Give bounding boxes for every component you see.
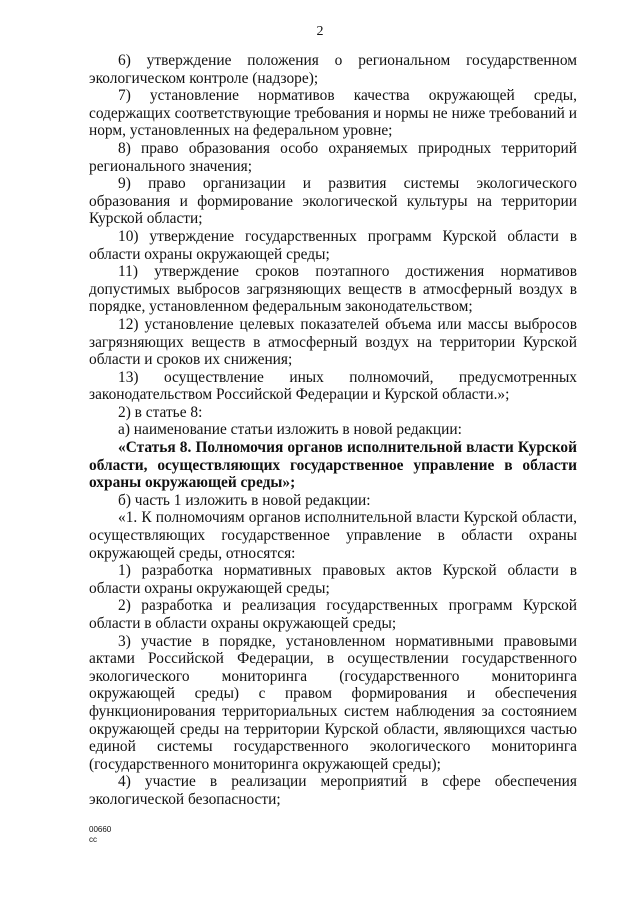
article-8-heading: «Статья 8. Полномочия органов исполнительной власти Курской области, осуществляющих государственное управление в области охраны окружающей среды»; (89, 439, 577, 492)
document-body (89, 52, 577, 809)
power-item-3: 3) участие в порядке, установленном нормативными правовыми актами Российской Федерации, в осуществлении государственного экологического мониторинга (государственного мониторинга окружающей среды) с правом формирования и обеспечения функционирования территориальных систем наблюдения за состоянием окружающей среды на территории Курской области, являющихся частью единой системы государственного экологического мониторинга (государственного мониторинга окружающей среды); (89, 632, 577, 773)
document-footer (89, 825, 111, 845)
power-item-2: 2) разработка и реализация государственных программ Курской области в области охраны окружающей среды; (89, 597, 577, 632)
page-number: 2 (316, 24, 324, 39)
power-item-1: 1) разработка нормативных правовых актов Курской области в области охраны окружающей среды; (89, 562, 577, 597)
power-item-4: 4) участие в реализации мероприятий в сфере обеспечения экологической безопасности; (89, 773, 577, 808)
list-item-13-other-powers: 13) осуществление иных полномочий, предусмотренных законодательством Российской Федерации и Курской области.»; (89, 368, 577, 404)
list-item-9-ecological-education: 9) право организации и развития системы экологического образования и формирование экологической культуры на территории Курской области; (89, 175, 577, 228)
list-item-7-quality-standards: 7) установление нормативов качества окружающей среды, содержащих соответствующие требования и нормы не ниже требований и норм, установленных на федеральном уровне; (89, 87, 577, 140)
list-item-6-regional-control: 6) утверждение положения о региональном государственном экологическом контроле (надзоре); (89, 52, 577, 87)
amendment-item-2-article-8: 2) в статье 8: (118, 403, 203, 421)
amendment-subitem-a: а) наименование статьи изложить в новой редакции: (118, 421, 462, 439)
amendment-subitem-b: б) часть 1 изложить в новой редакции: (118, 491, 371, 509)
part-1-intro: «1. К полномочиям органов исполнительной власти Курской области, осуществляющих государственное управление в области охраны окружающей среды, относятся: (89, 509, 577, 562)
list-item-10-state-programs: 10) утверждение государственных программ Курской области в области охраны окружающей среды; (89, 227, 577, 263)
footer-code: 00660 (89, 825, 112, 834)
list-item-8-protected-areas: 8) право образования особо охраняемых природных территорий регионального значения; (89, 139, 577, 175)
list-item-11-emission-deadlines: 11) утверждение сроков поэтапного достижения нормативов допустимых выбросов загрязняющих веществ в атмосферный воздух в порядке, установленном федеральным законодательством; (89, 263, 577, 316)
list-item-12-target-indicators: 12) установление целевых показателей объема или массы выбросов загрязняющих веществ в атмосферный воздух на территории Курской области и сроков их снижения; (89, 315, 577, 369)
footer-initials: cc (89, 835, 97, 844)
